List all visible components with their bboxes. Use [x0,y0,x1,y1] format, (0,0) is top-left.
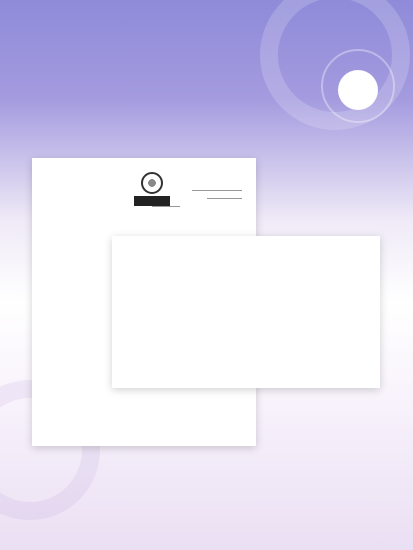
badge-center [338,70,378,110]
meta-line [192,190,242,191]
tag-standards [32,102,36,118]
report-page-front [112,236,380,388]
tag-safe [14,102,18,118]
claim-tags [14,102,36,118]
meta-line [207,198,242,199]
bureau-veritas-logo [141,172,163,194]
lab-logo-bar [134,196,170,206]
sheglam-badge [320,48,396,124]
meta-line [152,206,180,207]
